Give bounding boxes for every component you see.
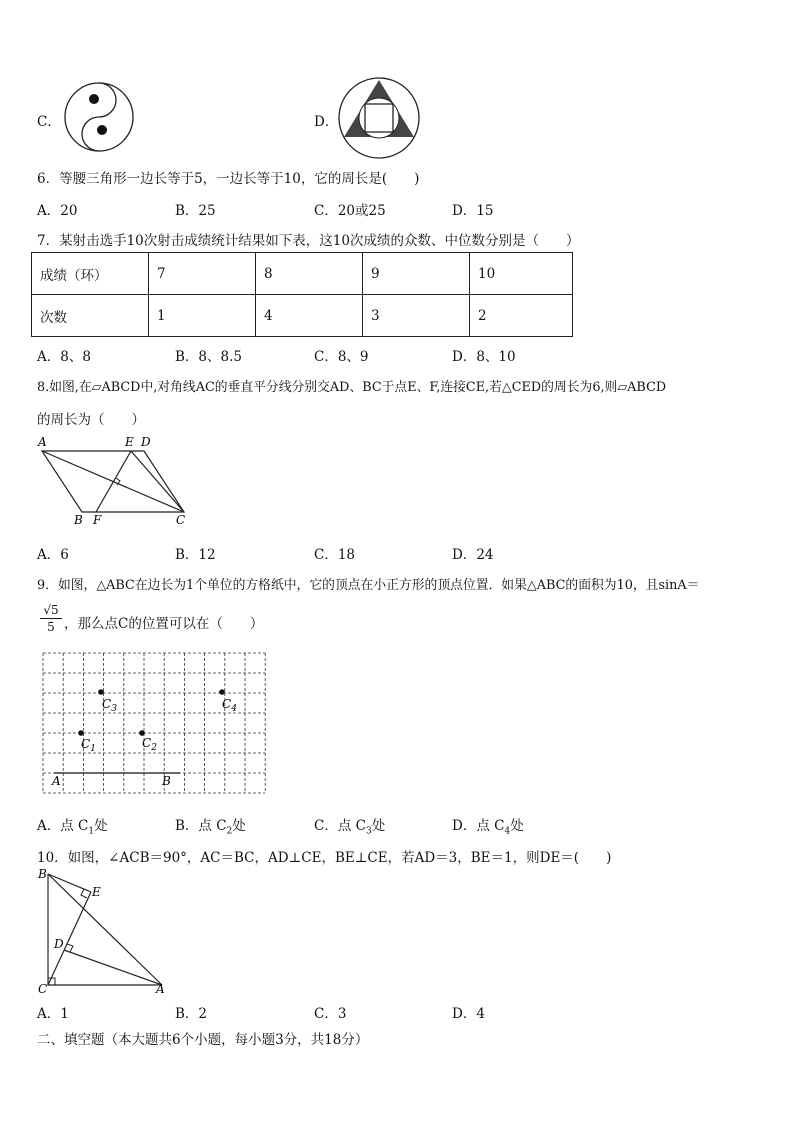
q8-option-d: D．24 [452,547,494,563]
q7-stem: 7．某射击选手10次射击成绩统计结果如下表，这10次成绩的众数、中位数分别是（ ） [37,233,580,249]
q8-option-c: C．18 [314,547,356,563]
label-c4: $C_4$ [222,697,237,714]
label-a: A [52,774,61,788]
point-c4 [219,689,225,695]
line-ce [131,451,184,512]
label-b: B [38,867,47,881]
label-c2: $C_2$ [142,736,157,753]
table-cell: 9 [363,253,470,295]
label-f: F [93,513,102,527]
label-e: E [125,435,134,449]
table-cell: 7 [149,253,256,295]
q7-option-b: B．8、8.5 [175,349,242,365]
label-c1: $C_1$ [81,737,96,754]
line-ef [96,451,131,512]
yin-yang-s-curve [82,83,116,151]
table-cell: 次数 [32,295,149,337]
q10-option-a: A．1 [37,1006,69,1022]
yin-yang-bottom-dot [97,125,107,135]
fraction-denominator: 5 [47,620,55,634]
label-a: A [38,435,47,449]
label-e: E [92,885,101,899]
q5-yin-yang-figure [62,80,136,154]
q9-stem-line1: 9．如图，△ABC在边长为1个单位的方格纸中，它的顶点在小正方形的顶点位置．如果△ABC的面积为10，且sinA＝ [37,578,700,593]
side-ab [48,874,162,985]
yin-yang-top-dot [89,94,99,104]
q8-stem-line2: 的周长为（ ） [37,412,145,428]
label-d: D [54,937,64,951]
point-c2 [139,730,145,736]
q9-option-b: B．点 $C_2$处 [175,818,246,837]
q5-option-c-label: C． [37,114,61,130]
point-c3 [98,689,104,695]
section2-title: 二、填空题（本大题共6个小题，每小题3分，共18分） [37,1032,369,1048]
table-cell: 1 [149,295,256,337]
label-a: A [156,982,165,996]
q10-stem: 10．如图，∠ACB＝90°，AC＝BC，AD⊥CE，BE⊥CE，若AD＝3，BE＝1，则DE＝( ) [37,850,612,866]
line-be [48,874,91,892]
table-cell: 3 [363,295,470,337]
q9-option-c: C．点 $C_3$处 [314,818,386,837]
label-c: C [38,982,48,996]
q10-option-b: B．2 [175,1006,208,1022]
label-c3: $C_3$ [102,697,117,714]
q7-option-a: A．8、8 [37,349,91,365]
dashed-grid [43,653,265,793]
label-c: C [176,513,186,527]
table-cell: 10 [470,253,573,295]
q8-stem-line1: 8.如图,在▱ABCD中,对角线AC的垂直平分线分别交AD、BC于点E、F,连接CE,若△CED的周长为6,则▱ABCD [37,380,667,395]
q6-stem: 6．等腰三角形一边长等于5，一边长等于10，它的周长是( ) [37,171,420,187]
q6-option-a: A．20 [37,203,78,219]
label-b: B [74,513,83,527]
label-d: D [141,435,151,449]
q8-parallelogram-figure [36,434,196,530]
table-row [32,295,573,337]
q8-option-a: A．6 [37,547,69,563]
q5-circle-triangle-figure [336,76,422,160]
q7-option-c: C．8、9 [314,349,369,365]
table-cell: 8 [256,253,363,295]
q9-option-d: D．点 $C_4$处 [452,818,524,837]
q10-option-d: D．4 [452,1006,485,1022]
table-cell: 成绩（环） [32,253,149,295]
label-b: B [162,774,171,788]
q8-option-b: B．12 [175,547,216,563]
table-row [32,253,573,295]
inner-square [365,104,393,132]
q6-option-c: C．20或25 [314,203,386,219]
table-cell: 2 [470,295,573,337]
q5-option-d-label: D． [314,114,339,130]
fraction-numerator: √5 [40,602,62,619]
q9-fraction [40,602,62,635]
q9-stem-line2: ，那么点C的位置可以在（ ） [64,616,264,632]
table-cell: 4 [256,295,363,337]
q9-option-a: A．点 $C_1$处 [37,818,108,837]
q7-score-table [31,252,573,337]
q6-option-b: B．25 [175,203,216,219]
q7-option-d: D．8、10 [452,349,516,365]
line-ad [64,950,162,985]
q10-triangle-figure [34,866,174,996]
q10-option-c: C．3 [314,1006,347,1022]
point-c1 [78,730,84,736]
q6-option-d: D．15 [452,203,494,219]
q9-grid-figure [40,650,266,796]
